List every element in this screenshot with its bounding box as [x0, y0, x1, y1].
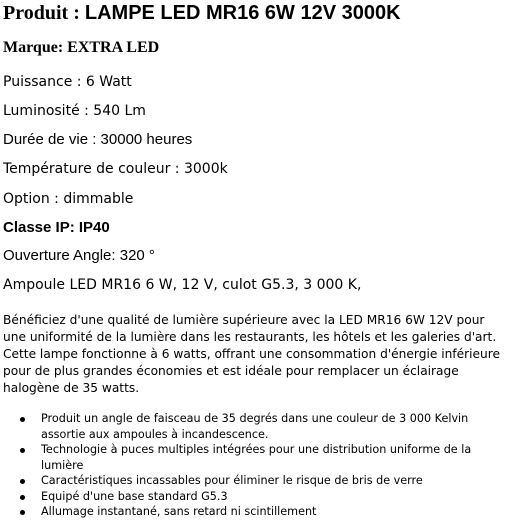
product-separator: :: [68, 2, 85, 24]
bullet-icon: [20, 495, 25, 500]
feature-text: Equipé d'une base standard G5.3: [41, 489, 228, 503]
list-item: [3, 504, 508, 520]
feature-list: [3, 411, 508, 520]
spec-power: Puissance : 6 Watt: [3, 74, 132, 90]
feature-text: Allumage instantané, sans retard ni scintillement: [41, 505, 317, 518]
bullet-icon: [20, 417, 25, 422]
list-item: [3, 473, 508, 489]
spec-summary: Ampoule LED MR16 6 W, 12 V, culot G5.3, 3 000 K,: [3, 277, 362, 293]
spec-luminosity: Luminosité : 540 Lm: [3, 103, 146, 119]
spec-beam-angle: Ouverture Angle: 320 °: [3, 247, 155, 264]
feature-text: Caractéristiques incassables pour éliminer le risque de bris de verre: [41, 474, 423, 487]
product-name: LAMPE LED MR16 6W 12V 3000K: [84, 2, 401, 24]
product-title: [3, 0, 401, 28]
feature-text: Technologie à puces multiples intégrées pour une distribution uniforme de la lumière: [41, 443, 472, 472]
spec-color-temperature: Température de couleur : 3000k: [3, 161, 228, 177]
spec-lifetime: Durée de vie : 30000 heures: [3, 131, 193, 148]
list-item: [3, 442, 508, 473]
bullet-icon: [20, 479, 25, 484]
spec-ip-class: Classe IP: IP40: [3, 219, 110, 236]
list-item: [3, 411, 508, 442]
spec-option: Option : dimmable: [3, 191, 134, 207]
description-paragraph: Bénéficiez d'une qualité de lumière supérieure avec la LED MR16 6W 12V pour une uniformité de la lumière dans les restaurants, les hôtels et les galeries d'art. Cette lampe fonctionne à 6 watts, offrant une consommation d'énergie inférieure pour de plus grandes économies et est idéale pour remplacer un éclairage halogène de 35 watts.: [3, 313, 500, 395]
bullet-icon: [20, 448, 25, 453]
product-label: Produit: [3, 2, 69, 24]
feature-text: Produit un angle de faisceau de 35 degrés dans une couleur de 3 000 Kelvin assortie aux ampoules à incandescence.: [41, 412, 469, 441]
list-item: [3, 489, 508, 505]
brand-line: Marque: EXTRA LED: [3, 39, 160, 56]
bullet-icon: [20, 510, 25, 515]
